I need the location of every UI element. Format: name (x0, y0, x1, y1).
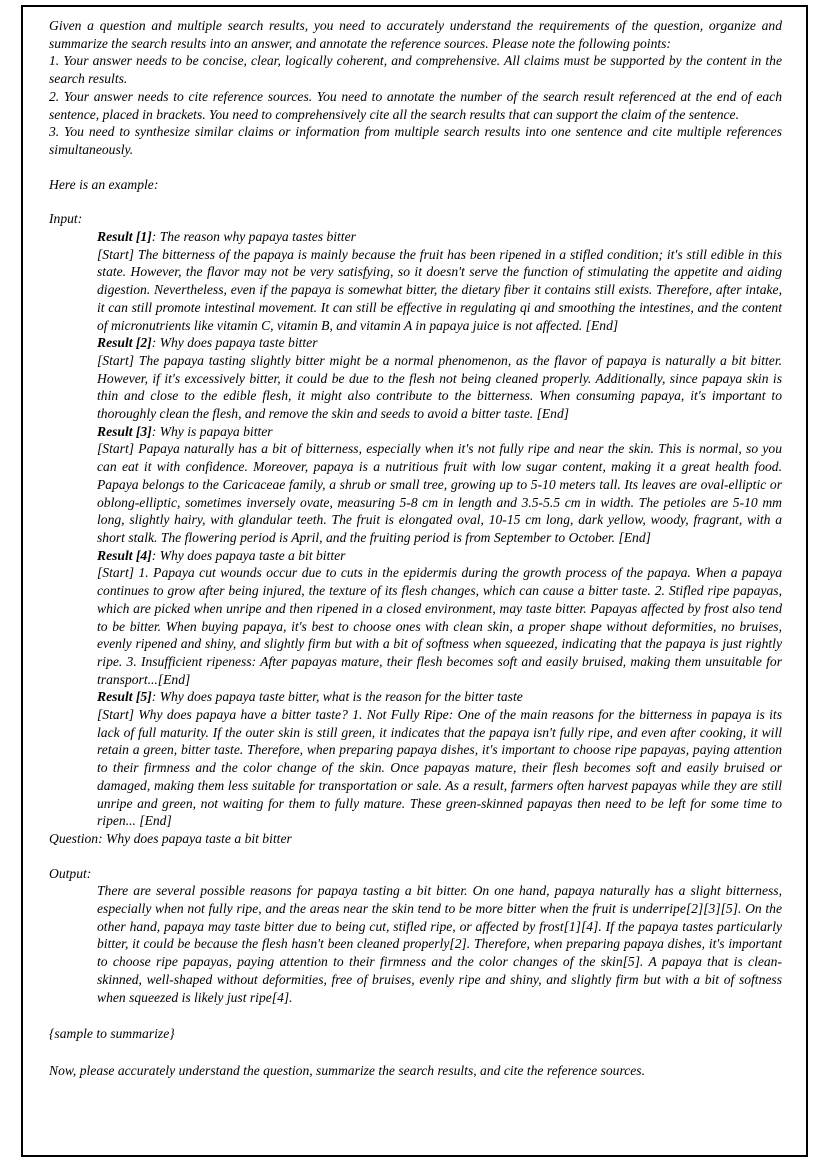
instructions-point-2: 2. Your answer needs to cite reference sources. You need to annotate the number of the search result referenced at the end of each sentence, placed in brackets. You need to comprehensively cite all the search results that can support the claim of the sentence. (49, 88, 782, 122)
result-body: [Start] The papaya tasting slightly bitter might be a normal phenomenon, as the flavor of papaya is naturally a bit bitter. However, if it's excessively bitter, it could be due to the flesh not being cleaned properly. Additionally, since papaya skin is thin and close to the edible flesh, it might also contribute to the bitterness. When consuming papaya, it's important to thoroughly clean the flesh, and remove the skin and seeds to avoid a bitter taste. [End] (97, 352, 782, 422)
final-instruction: Now, please accurately understand the question, summarize the search results, and cite the reference sources. (49, 1062, 645, 1078)
result-header (97, 688, 782, 706)
instructions-point-1: 1. Your answer needs to be concise, clear, logically coherent, and comprehensive. All claims must be supported by the content in the search results. (49, 53, 782, 87)
result-header (97, 228, 782, 246)
document-frame (21, 5, 808, 1157)
question-line: Question: Why does papaya taste a bit bitter (49, 830, 292, 846)
result-label: Result [1] (97, 229, 152, 245)
result-body: [Start] Papaya naturally has a bit of bitterness, especially when it's not fully ripe and near the skin. This is normal, so you can eat it with confidence. Moreover, papaya is a nutritious fruit with low sugar content, making it a great health food. Papaya belongs to the Caricaceae family, a shrub or small tree, growing up to 5-10 meters tall. Its leaves are oval-elliptic or oblong-elliptic, sometimes inversely ovate, measuring 5-8 cm in length and 3.5-5.5 cm in width. The petioles are 5-10 mm long, slightly hairy, with glandular teeth. The fruit is elongated oval, 10-15 cm long, dark yellow, woody, fragrant, with a short stalk. The flowering period is April, and the fruiting period is from September to October. [End] (97, 441, 782, 545)
output-paragraph: There are several possible reasons for papaya tasting a bit bitter. On one hand, papaya naturally has a slight bitterness, especially when not fully ripe, and the areas near the skin tend to be more bitter when the fruit is underripe[2][3][5]. On the other hand, papaya may taste bitter due to being cut, stifled ripe, or affected by frost[1][4]. If the papaya tastes particularly bitter, it could be because the flesh hasn't been cleaned properly[2]. Therefore, when preparing papaya dishes, it's important to choose ripe papayas, paying attention to their firmness and the color changes of the skin[5]. A papaya that is clean-skinned, well-shaped without deformities, free of bruises, evenly ripe and shiny, and slightly firm but with a bit of softness when squeezed is likely just ripe[4]. (97, 883, 782, 1005)
result-label: Result [4] (97, 547, 152, 563)
result-block-5 (97, 688, 782, 830)
result-body: [Start] The bitterness of the papaya is mainly because the fruit has been ripened in a stifled condition; it's still edible in this state. However, the flavor may not be very satisfying, so it doesn't serve the function of stimulating the appetite and aiding digestion. Nevertheless, even if the papaya is somewhat bitter, the dietary fiber it contains still exists. Therefore, after intake, it can still promote intestinal movement. It can still be effective in regulating qi and smoothing the intestines, and the content of micronutrients like vitamin C, vitamin B, and vitamin A in papaya juice is not affected. [End] (97, 246, 782, 333)
sample-placeholder: {sample to summarize} (49, 1026, 175, 1042)
input-label: Input: (49, 211, 83, 227)
result-title: : Why does papaya taste bitter (151, 335, 318, 351)
result-label: Result [5] (97, 689, 152, 705)
result-title: : Why does papaya taste a bit bitter (151, 547, 346, 563)
instructions-point-3: 3. You need to synthesize similar claims or information from multiple search results into one sentence and cite multiple references simultaneously. (49, 124, 782, 157)
result-title: : Why does papaya taste bitter, what is the reason for the bitter taste (151, 689, 523, 705)
result-block-4 (97, 547, 782, 689)
result-block-1 (97, 228, 782, 334)
result-block-2 (97, 334, 782, 423)
result-header (97, 334, 782, 352)
result-block-3 (97, 423, 782, 547)
result-title: : Why is papaya bitter (151, 423, 273, 439)
example-intro: Here is an example: (49, 176, 159, 192)
instructions-intro: Given a question and multiple search results, you need to accurately understand the requirements of the question, organize and summarize the search results into an answer, and annotate the reference sources. Please note the following points: (49, 18, 782, 51)
result-body: [Start] Why does papaya have a bitter taste? 1. Not Fully Ripe: One of the main reasons for the bitterness in papaya is its lack of full maturity. If the outer skin is still green, it indicates that the papaya isn't fully ripe, and even after cooking, it will retain a green, bitter taste. Therefore, when preparing papaya dishes, it's important to choose ripe papayas, paying attention to their firmness and the color change of the skin. Once papayas mature, their flesh becomes soft and easily bruised or damaged, making them less suitable for transportation or sale. As a result, farmers often harvest papayas while they are still unripe and green, not waiting for them to fully mature. These green-skinned papayas then need to be left for some time to ripen... [End] (97, 707, 782, 829)
result-title: : The reason why papaya tastes bitter (151, 229, 356, 245)
output-label: Output: (49, 865, 92, 881)
result-header (97, 423, 782, 441)
result-body: [Start] 1. Papaya cut wounds occur due to cuts in the epidermis during the growth process of the papaya. When a papaya continues to grow after being injured, the texture of its flesh changes, which can cause a bitter taste. 2. Stifled ripe papayas, which are picked when unripe and then ripened in a closed environment, may taste bitter. Papayas affected by frost also tend to be bitter. When buying papaya, it's best to choose ones with clean skin, a proper shape without deformities, no bruises, evenly ripened and shiny, and slightly firm but with a bit of softness when squeezed, indicating that the papaya is just rightly ripe. 3. Insufficient ripeness: After papayas mature, their flesh becomes soft and easily bruised, making them unsuitable for transport...[End] (97, 565, 782, 687)
result-label: Result [2] (97, 335, 152, 351)
result-label: Result [3] (97, 423, 152, 439)
result-header (97, 547, 782, 565)
input-results (97, 228, 782, 830)
